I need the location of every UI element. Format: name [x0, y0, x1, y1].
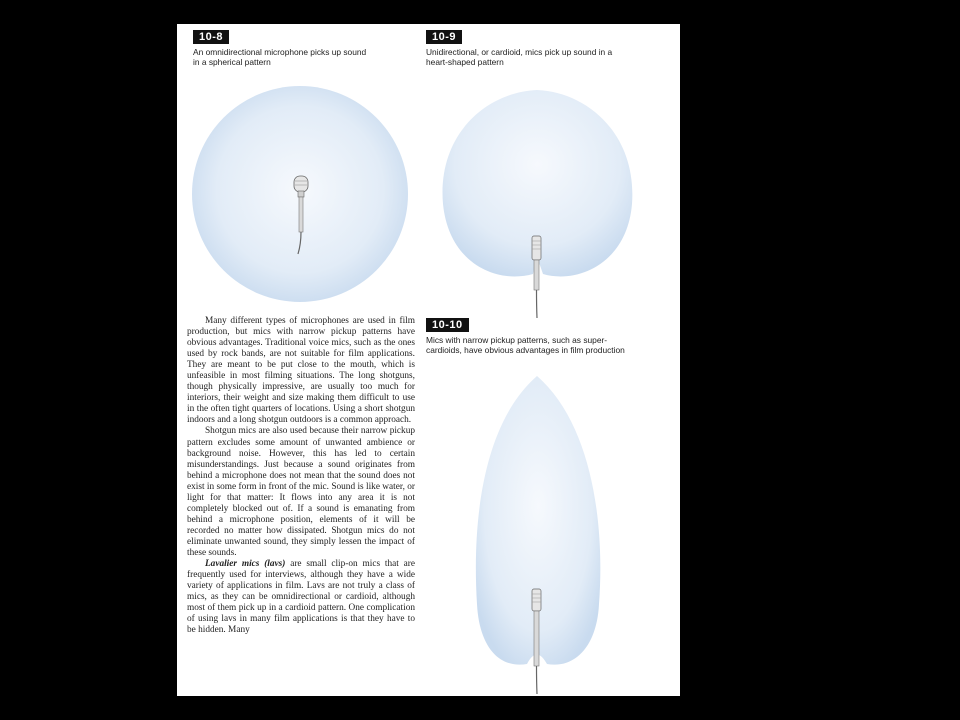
figure-caption-10-10 — [426, 335, 680, 355]
caption-line: An omnidirectional microphone picks up sound — [193, 47, 367, 57]
caption-line: heart-shaped pattern — [426, 57, 504, 67]
body-text — [187, 316, 415, 636]
figure-label-10-8: 10-8 — [193, 30, 229, 44]
paragraph — [187, 559, 415, 636]
figure-label-10-9: 10-9 — [426, 30, 462, 44]
paragraph — [187, 316, 415, 426]
microphone-icon — [532, 236, 541, 318]
paragraph-text: are small clip-on mics that are frequently used for interviews, although they have a wide variety of applications in film. Lavs are not truly a class of mics, as they can be omnidirectional or cardioid, although most of them pick up in a cardioid pattern. One complication of using lavs in many film applications is that they have to be hidden. Many — [187, 559, 415, 636]
supercardioid-pattern-illustration — [427, 364, 680, 694]
caption-line: cardioids, have obvious advantages in film production — [426, 345, 625, 355]
figure-label-10-10: 10-10 — [426, 318, 469, 332]
lavalier-term: Lavalier mics (lavs) — [205, 559, 286, 570]
figure-caption-10-9 — [426, 47, 676, 67]
book-page — [177, 24, 680, 696]
cardioid-pattern-illustration — [427, 84, 680, 314]
figure-caption-10-8 — [193, 47, 423, 67]
omnidirectional-pattern-illustration — [177, 84, 427, 314]
caption-line: Unidirectional, or cardioid, mics pick up sound in a — [426, 47, 613, 57]
paragraph-text: Many different types of microphones are used in film production, but mics with narrow pickup patterns have obvious advantages. Traditional voice mics, such as the ones used by rock bands, are not suitable for film applications. They are meant to be put close to the mouth, which is unfeasible in most filming situations. The long shotguns, though physically impressive, are usually too much for interiors, their weight and size making them difficult to use in the often tight quarters of locations. Using a short shotgun indoors and a long shotgun outdoors is a common approach. — [187, 316, 415, 426]
paragraph-text: Shotgun mics are also used because their narrow pickup pattern excludes some amount of unwanted ambience or background noise. However, this has led to certain misunderstandings. Just because a sound originates from behind a microphone does not mean that the sound does not exist in some form in front of the mic. Sound is like water, or light for that matter: It flows into any area it is not completely blocked out of. If a sound is emanating from behind a microphone position, elements of it will be recorded no matter how dissipated. Shotgun mics do not eliminate unwanted sound, they simply lessen the impact of these sounds. — [187, 426, 415, 558]
caption-line: in a spherical pattern — [193, 57, 271, 67]
caption-line: Mics with narrow pickup patterns, such as super- — [426, 335, 608, 345]
paragraph — [187, 426, 415, 559]
